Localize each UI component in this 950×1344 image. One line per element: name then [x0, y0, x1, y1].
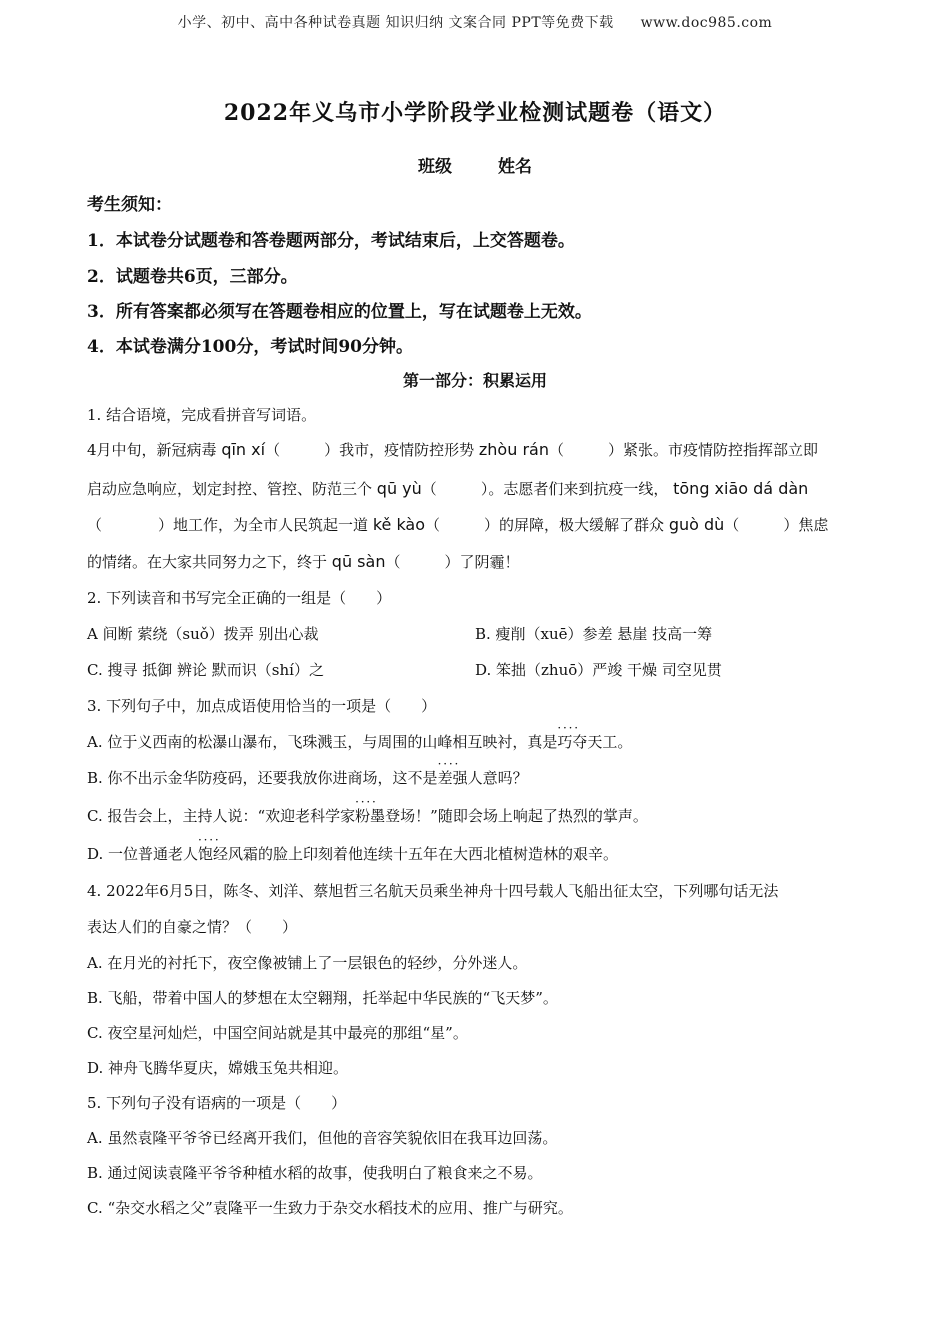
q5-option-c[interactable]: C. “杂交水稻之父”袁隆平一生致力于杂交水稻技术的应用、推广与研究。 — [87, 1199, 573, 1217]
text: （ — [87, 516, 103, 534]
q3-option-d[interactable] — [87, 843, 867, 864]
text: ）紧张。市疫情防控指挥部立即 — [607, 441, 818, 459]
pinyin: zhòu rán — [478, 440, 549, 459]
q4-option-b[interactable]: B. 飞船，带着中国人的梦想在太空翱翔，托举起中华民族的“飞天梦”。 — [87, 989, 558, 1007]
q4-option-a[interactable]: A. 在月光的衬托下，夜空像被铺上了一层银色的轻纱，分外迷人。 — [87, 954, 528, 972]
q4-option-d[interactable]: D. 神舟飞腾华夏庆，嫦娥玉兔共相迎。 — [87, 1059, 349, 1077]
text: C. 报告会上，主持人说：“欢迎老科学家 — [87, 807, 356, 825]
q2-option-b[interactable]: B. 瘦削（xuē）参差 悬崖 技高一筹 — [475, 625, 713, 643]
notice-item: 2．试题卷共6页，三部分。 — [87, 267, 298, 287]
notice-item: 4．本试卷满分100分，考试时间90分钟。 — [87, 337, 413, 357]
text: 启动应急响应，划定封控、管控、防范三个 — [87, 480, 373, 498]
q5-option-a[interactable]: A. 虽然袁隆平爷爷已经离开我们，但他的音容笑貌依旧在我耳边回荡。 — [87, 1129, 558, 1147]
notice-item: 3．所有答案都必须写在答题卷相应的位置上，写在试题卷上无效。 — [87, 302, 592, 322]
exam-title: 2022年义乌市小学阶段学业检测试题卷（语文） — [223, 100, 727, 126]
class-label: 班级 — [418, 157, 452, 177]
text: 。 — [617, 733, 633, 751]
q3-option-b[interactable] — [87, 767, 867, 788]
q5-option-b[interactable]: B. 通过阅读袁隆平爷爷种植水稻的故事，使我明白了粮食来之不易。 — [87, 1164, 543, 1182]
section-title: 第一部分：积累运用 — [402, 371, 547, 390]
q2-option-d[interactable]: D. 笨拙（zhuō）严竣 干燥 司空见贯 — [475, 661, 722, 679]
q2-option-a[interactable]: A 间断 萦绕（suǒ）拨弄 别出心裁 — [87, 625, 319, 643]
dotted-idiom: · · · · 巧夺天工 — [557, 733, 617, 751]
q3-stem: 3. 下列句子中，加点成语使用恰当的一项是（ ） — [87, 697, 437, 715]
text: （ — [548, 441, 564, 459]
text: 吗？ — [497, 769, 528, 787]
q4-stem-line-2: 表达人们的自豪之情？（ ） — [87, 918, 298, 936]
text: ！”随即会场上响起了热烈的掌声。 — [415, 807, 648, 825]
text: D. 一位普通老人 — [87, 845, 199, 863]
q3-option-a[interactable] — [87, 731, 867, 752]
text: B. 你不出示金华防疫码，还要我放你进商场，这不是 — [87, 769, 438, 787]
name-label: 姓名 — [498, 157, 532, 177]
dotted-idiom: · · · · 粉墨登场 — [355, 807, 415, 825]
text: （ — [265, 441, 281, 459]
text: （ — [425, 516, 441, 534]
page-header — [0, 12, 950, 32]
text: ）了阴霾！ — [444, 553, 520, 571]
q1-stem: 1. 结合语境，完成看拼音写词语。 — [87, 406, 317, 424]
q2-stem: 2. 下列读音和书写完全正确的一组是（ ） — [87, 589, 392, 607]
q1-line-4 — [87, 551, 867, 572]
dotted-idiom: · · · · 差强人意 — [438, 769, 498, 787]
q1-line-2 — [87, 478, 867, 499]
text: ）焦虑 — [783, 516, 829, 534]
header-url[interactable]: www.doc985.com — [640, 15, 773, 31]
text: 的脸上印刻着他连续十五年在大西北植树造林的艰辛。 — [258, 845, 619, 863]
text: ）。志愿者们来到抗疫一线， — [480, 480, 669, 498]
text: 4月中旬，新冠病毒 — [87, 441, 217, 459]
pinyin: guò dù — [668, 515, 725, 534]
text: （ — [385, 553, 401, 571]
pinyin: kě kào — [372, 515, 426, 534]
text: ）地工作，为全市人民筑起一道 — [158, 516, 369, 534]
q5-stem: 5. 下列句子没有语病的一项是（ ） — [87, 1094, 347, 1112]
text: ）我市，疫情防控形势 — [324, 441, 475, 459]
text: ）的屏障，极大缓解了群众 — [484, 516, 665, 534]
q1-line-3 — [87, 514, 867, 535]
q4-option-c[interactable]: C. 夜空星河灿烂，中国空间站就是其中最亮的那组“星”。 — [87, 1024, 468, 1042]
q2-option-c[interactable]: C. 搜寻 抵御 辨论 默而识（shí）之 — [87, 661, 324, 679]
pinyin: qīn xí — [221, 440, 266, 459]
text: A. 位于义西南的松瀑山瀑布，飞珠溅玉，与周围的山峰相互映衬，真是 — [87, 733, 558, 751]
q1-line-1 — [87, 439, 867, 460]
header-text: 小学、初中、高中各种试卷真题 知识归纳 文案合同 PPT等免费下载 — [177, 15, 614, 31]
pinyin: tōng xiāo dá dàn — [673, 479, 809, 498]
text: （ — [724, 516, 740, 534]
q3-option-c[interactable] — [87, 805, 867, 826]
notice-heading: 考生须知： — [87, 195, 172, 215]
pinyin: qū sàn — [331, 552, 386, 571]
text: （ — [421, 480, 437, 498]
q4-stem-line-1: 4. 2022年6月5日，陈冬、刘洋、蔡旭哲三名航天员乘坐神舟十四号载人飞船出征太空，下列哪句话无法 — [87, 882, 779, 900]
text: 的情绪。在大家共同努力之下，终于 — [87, 553, 328, 571]
notice-item: 1．本试卷分试题卷和答卷题两部分，考试结束后，上交答题卷。 — [87, 231, 575, 251]
dotted-idiom: · · · · 饱经风霜 — [198, 845, 258, 863]
class-name-row — [0, 152, 950, 177]
pinyin: qū yù — [376, 479, 422, 498]
